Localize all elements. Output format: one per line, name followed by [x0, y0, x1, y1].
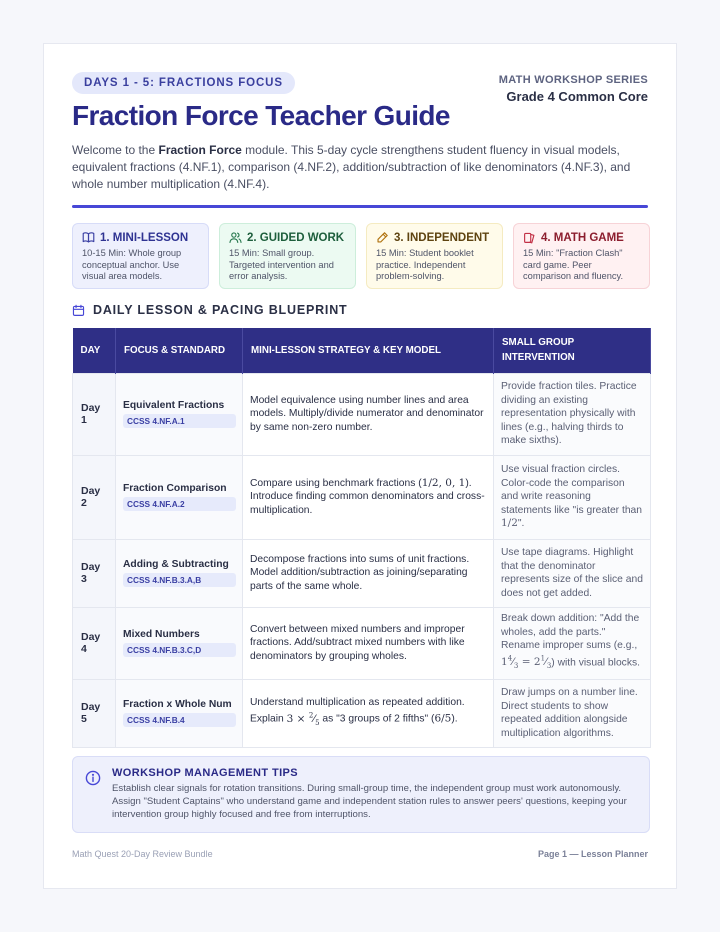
table-row [73, 607, 651, 679]
card-math-game [513, 223, 650, 289]
day-cell: Day 1 [73, 373, 116, 455]
table-row [73, 539, 651, 607]
tips-title: WORKSHOP MANAGEMENT TIPS [112, 767, 299, 779]
tips-box [72, 756, 650, 833]
math-expression: $1^4⁄_3$ = $2^1⁄_3$ [501, 654, 552, 671]
page-footer [72, 849, 648, 859]
day-cell: Day 4 [73, 607, 116, 679]
card-description: 10-15 Min: Whole group conceptual anchor. Use visual area models. [82, 248, 182, 281]
focus-title: Fraction x Whole Num [123, 699, 232, 710]
intervention-cell: Provide fraction tiles. Practice dividing an existing representation physically with lines (e.g., halving thirds to make sixths). [494, 373, 651, 455]
math-expression: 1/2 [501, 517, 518, 530]
card-title: 3. INDEPENDENT [394, 231, 490, 244]
column-header-day: DAY [73, 328, 116, 373]
table-row [73, 373, 651, 455]
book-icon [82, 231, 95, 244]
info-icon [85, 770, 101, 786]
series-label: MATH WORKSHOP SERIES [498, 74, 648, 86]
math-expression: 6/5 [434, 712, 452, 725]
standard-tag: CCSS 4.NF.B.3.C,D [123, 643, 236, 657]
focus-cell [116, 455, 243, 539]
day-cell: Day 3 [73, 539, 116, 607]
page-title: Fraction Force Teacher Guide [72, 100, 450, 131]
table-row [73, 679, 651, 747]
strategy-cell: Decompose fractions into sums of unit fractions. Model addition/subtraction as joining/separating parts of the same whole. [243, 539, 494, 607]
standard-tag: CCSS 4.NF.B.3.A,B [123, 573, 236, 587]
card-title: 1. MINI-LESSON [100, 231, 189, 244]
card-title: 2. GUIDED WORK [247, 231, 345, 244]
intervention-cell: Use visual fraction circles. Color-code the comparison and write reasoning statements like "is greater than 1/2". [494, 455, 651, 539]
strategy-cell: Model equivalence using number lines and area models. Multiply/divide numerator and denominator by same non-zero number. [243, 373, 494, 455]
footer-page-label: Page 1 — Lesson Planner [537, 849, 648, 859]
card-description: 15 Min: "Fraction Clash" card game. Peer comparison and fluency. [523, 248, 624, 281]
table-row [73, 455, 651, 539]
column-header-strategy: MINI-LESSON STRATEGY & KEY MODEL [243, 328, 494, 373]
card-guided-work [219, 223, 356, 289]
focus-cell [116, 373, 243, 455]
focus-cell [116, 679, 243, 747]
station-cards [72, 223, 650, 289]
cards-icon [523, 231, 536, 244]
intervention-cell: Draw jumps on a number line. Direct students to show repeated addition alongside multiplication algorithms. [494, 679, 651, 747]
intervention-cell: Use tape diagrams. Highlight that the denominator represents size of the slice and does not get added. [494, 539, 651, 607]
focus-title: Fraction Comparison [123, 483, 227, 494]
tips-body: Establish clear signals for rotation transitions. During small-group time, the independent group must work autonomously. Assign "Student Captains" who understand game and independent station rules to answer peers' questions, keeping your intervention group highly focused and free from interruptions. [112, 783, 627, 820]
strategy-cell: Compare using benchmark fractions (1/2, 0, 1). Introduce finding common denominators and cross-multiplication. [243, 455, 494, 539]
section-heading [72, 303, 347, 317]
math-expression: 1/2, 0, 1 [421, 476, 466, 489]
day-cell: Day 5 [73, 679, 116, 747]
series-info [499, 74, 648, 104]
footer-bundle-name: Math Quest 20-Day Review Bundle [72, 849, 213, 859]
standard-tag: CCSS 4.NF.B.4 [123, 713, 236, 727]
day-cell: Day 2 [73, 455, 116, 539]
standard-tag: CCSS 4.NF.A.2 [123, 497, 236, 511]
calendar-icon [72, 304, 85, 317]
accent-divider [72, 205, 648, 208]
table-header-row [73, 328, 651, 373]
focus-title: Mixed Numbers [123, 629, 200, 640]
strategy-cell: Understand multiplication as repeated addition. Explain $3 \times ^2⁄_5$ as "3 groups of 2 fifths" (6/5). [243, 679, 494, 747]
document-page [43, 43, 677, 889]
days-badge: DAYS 1 - 5: FRACTIONS FOCUS [72, 72, 295, 94]
column-header-group: SMALL GROUP INTERVENTION [494, 328, 651, 373]
card-title: 4. MATH GAME [541, 231, 624, 244]
page-header [72, 72, 648, 193]
column-header-focus: FOCUS & STANDARD [116, 328, 243, 373]
users-icon [229, 231, 242, 244]
card-mini-lesson [72, 223, 209, 289]
strategy-cell: Convert between mixed numbers and improper fractions. Add/subtract mixed numbers with like denominators by grouping wholes. [243, 607, 494, 679]
card-description: 15 Min: Student booklet practice. Independent problem-solving. [376, 248, 474, 281]
intro-paragraph: Welcome to the Fraction Force module. This 5-day cycle strengthens student fluency in visual models, equivalent fractions (4.NF.1), comparison (4.NF.2), addition/subtraction of like denominators (4.NF.3), and whole number multiplication (4.NF.4). [72, 143, 631, 191]
grade-label: Grade 4 Common Core [506, 89, 648, 104]
pencil-icon [376, 231, 389, 244]
card-independent [366, 223, 503, 289]
focus-title: Adding & Subtracting [123, 559, 229, 570]
card-description: 15 Min: Small group. Targeted intervention and error analysis. [229, 248, 334, 281]
standard-tag: CCSS 4.NF.A.1 [123, 414, 236, 428]
focus-title: Equivalent Fractions [123, 400, 225, 411]
module-name: Fraction Force [158, 143, 242, 157]
focus-cell [116, 607, 243, 679]
math-expression: $3 \times ^2⁄_5$ [286, 711, 320, 727]
section-title: DAILY LESSON & PACING BLUEPRINT [93, 303, 348, 317]
pacing-table [72, 328, 651, 748]
focus-cell [116, 539, 243, 607]
intervention-cell: Break down addition: "Add the wholes, add the parts." Rename improper sums (e.g., $1^4⁄_3$ = $2^1⁄_3$) with visual blocks. [494, 607, 651, 679]
